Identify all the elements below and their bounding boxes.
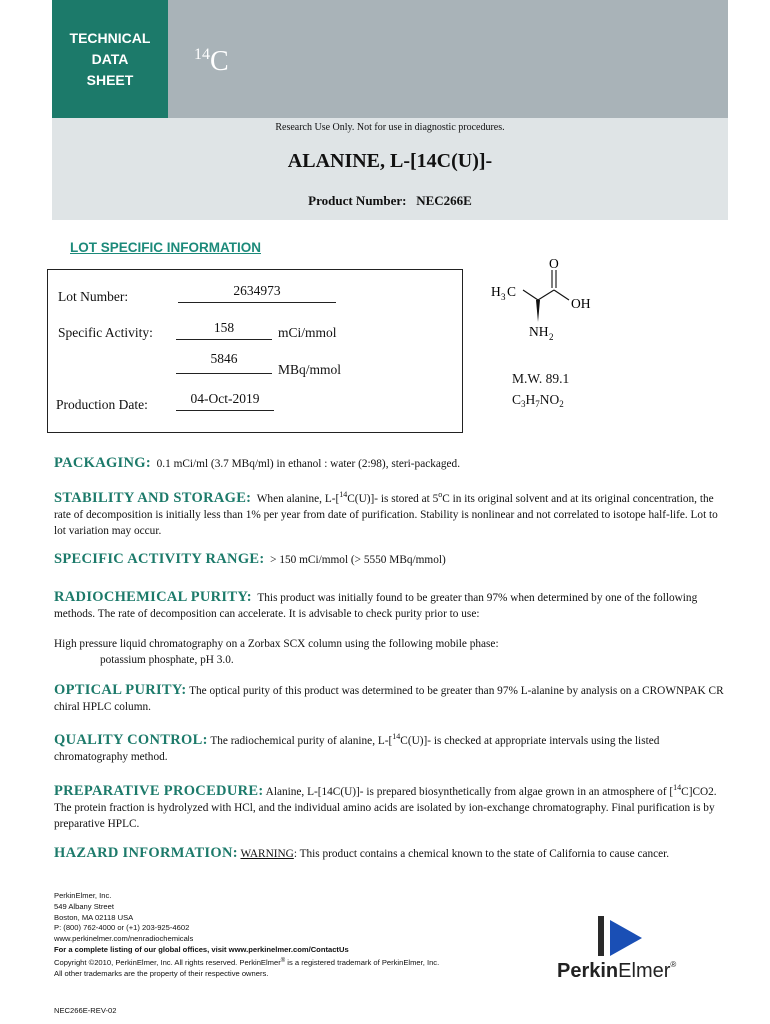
- hydroxyl-label: OH: [571, 296, 591, 311]
- molecular-weight: M.W. 89.1: [512, 371, 570, 386]
- molecular-formula: $C_3H_7NO_2$: [512, 392, 564, 409]
- tds-line: SHEET: [86, 71, 134, 88]
- section-heading: HAZARD INFORMATION:: [54, 845, 238, 861]
- section-heading: QUALITY CONTROL:: [54, 732, 208, 748]
- activity-mci-unit: mCi/mmol: [278, 325, 337, 340]
- warning-label: WARNING: [240, 848, 294, 860]
- activity-mbq-unit: MBq/mmol: [278, 362, 342, 377]
- product-number-line: Product Number: NEC266E: [308, 193, 472, 208]
- perkinelmer-wordmark: PerkinElmer®: [557, 960, 677, 982]
- section-heading: STABILITY AND STORAGE:: [54, 490, 252, 506]
- research-use-notice: Research Use Only. Not for use in diagnostic procedures.: [275, 122, 505, 133]
- technical-data-sheet-badge: [52, 0, 168, 118]
- lot-number-value: 2634973: [178, 283, 336, 303]
- specific-activity-label: Specific Activity:: [58, 325, 153, 340]
- footer-address: PerkinElmer, Inc. 549 Albany Street Boston, MA 02118 USA P: (800) 762-4000 or (+1) 203-925-4602 www.perkinelmer.com/nenradiochemicals For a complete listing of our global offices, visit www.perkinelmer.com/ContactUs Copyright ©2010, PerkinElmer, Inc. All rights reserved. PerkinElmer® is a registered trademark of PerkinElmer, Inc. All other trademarks are the property of their respective owners.: [54, 891, 440, 978]
- tds-line: TECHNICAL: [69, 29, 151, 46]
- lot-number-label: Lot Number:: [58, 289, 129, 304]
- isotope-label: $^{14}$C: [194, 46, 229, 77]
- methyl-c-label: C: [507, 284, 517, 299]
- methyl-h-label: H: [491, 284, 501, 299]
- production-date-value: 04-Oct-2019: [176, 391, 274, 411]
- mobile-phase: potassium phosphate, pH 3.0.: [100, 654, 234, 666]
- quality-control-section: QUALITY CONTROL: The radiochemical purity of alanine, L-[$^{14}$C(U)]- is checked at appropriate intervals using the listed chromatography method.: [54, 732, 660, 763]
- tds-line: DATA: [91, 50, 129, 67]
- section-heading: RADIOCHEMICAL PURITY:: [54, 589, 252, 605]
- activity-mci-value: 158: [176, 320, 272, 340]
- copyright-line: Copyright ©2010, PerkinElmer, Inc. All rights reserved. PerkinElmer® is a registered trademark of PerkinElmer, Inc.: [54, 957, 440, 967]
- isotope-band: [168, 0, 728, 118]
- global-offices-line: For a complete listing of our global offices, visit www.perkinelmer.com/ContactUs: [54, 944, 349, 954]
- section-heading: OPTICAL PURITY:: [54, 682, 187, 698]
- stability-section: STABILITY AND STORAGE: When alanine, L-[$^{14}$C(U)]- is stored at 5$^o$C in its original solvent and at its original concentration, the rate of decomposition is initially less than 1% per year from date of purification. Stability is nonlinear and not correlated to isotope half-life. Lot to lot variation may occur.: [54, 490, 718, 537]
- amine-h-count: 2: [549, 332, 554, 342]
- methyl-h-count: 3: [501, 292, 506, 302]
- trademark-line: All other trademarks are the property of their respective owners.: [54, 968, 269, 978]
- radiochemical-purity-section: RADIOCHEMICAL PURITY: This product was initially found to be greater than 97% when determined by one of the following methods. The rate of decomposition can accelerate. It is advisable to check purity prior to use:: [54, 589, 698, 620]
- section-heading: PACKAGING:: [54, 455, 151, 471]
- alanine-structure-diagram: [480, 252, 610, 342]
- lot-heading: LOT SPECIFIC INFORMATION: [70, 240, 261, 255]
- oxygen-atom-label: O: [549, 256, 559, 271]
- specific-activity-range-section: SPECIFIC ACTIVITY RANGE: > 150 mCi/mmol (> 5550 MBq/mmol): [54, 551, 446, 567]
- hplc-method: High pressure liquid chromatography on a Zorbax SCX column using the following mobile phase:: [54, 638, 499, 650]
- hazard-information-section: HAZARD INFORMATION: WARNING: This product contains a chemical known to the state of California to cause cancer.: [54, 845, 670, 861]
- document-id: NEC266E-REV-02: [54, 1006, 117, 1015]
- preparative-procedure-section: PREPARATIVE PROCEDURE: Alanine, L-[14C(U)]- is prepared biosynthetically from algae grown in an atmosphere of [$^{14}$C]CO2. The protein fraction is hydrolyzed with HCl, and the individual amino acids are isolated by ion-exchange chromatography. Final purification is by preparative HPLC.: [54, 783, 717, 830]
- amine-label: NH: [529, 324, 549, 339]
- section-heading: SPECIFIC ACTIVITY RANGE:: [54, 551, 265, 567]
- product-title: ALANINE, L-[14C(U)]-: [287, 150, 493, 172]
- product-number: NEC266E: [416, 193, 472, 208]
- perkinelmer-logo-mark: [596, 914, 644, 960]
- optical-purity-section: OPTICAL PURITY: The optical purity of this product was determined to be greater than 97% L-alanine by analysis on a CROWNPAK CR chiral HPLC column.: [54, 682, 724, 713]
- production-date-label: Production Date:: [56, 397, 148, 412]
- section-heading: PREPARATIVE PROCEDURE:: [54, 783, 264, 799]
- packaging-section: PACKAGING: 0.1 mCi/ml (3.7 MBq/ml) in ethanol : water (2:98), steri-packaged.: [54, 455, 461, 471]
- activity-mbq-value: 5846: [176, 351, 272, 374]
